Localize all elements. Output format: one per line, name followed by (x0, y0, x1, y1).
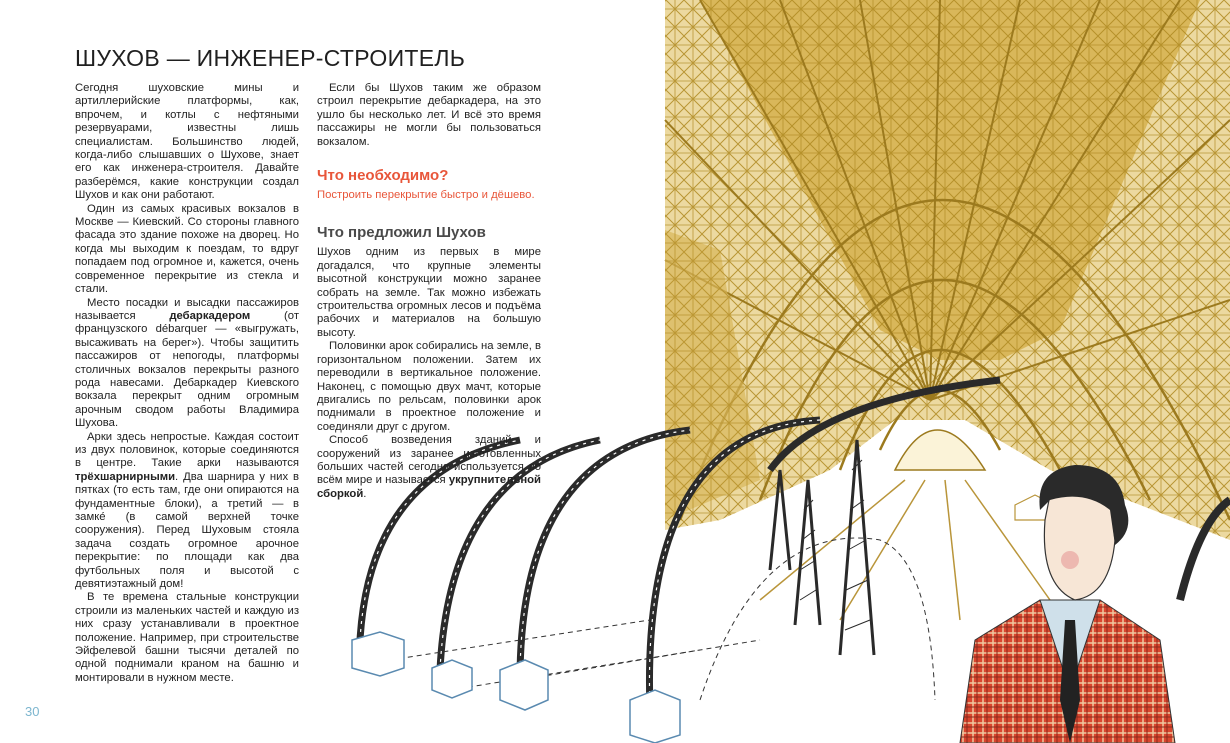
paragraph-kiev-station: Один из самых красивых вокзалов в Москве — Киевский. Со стороны главного фасада это здание похоже на дворец. Но когда мы выходим к поездам, то вдруг попадаем под огромное и, кажется, очень современное перекрытие из стекла и стали. (75, 202, 299, 296)
text-column-left (75, 82, 299, 685)
term-debarcader: дебаркадером (169, 309, 251, 322)
term-enlarged-assembly: укрупнительной сборкой (317, 474, 541, 500)
text-column-right (317, 82, 541, 501)
need-statement: Построить перекрытие быстро и дёшево. (317, 189, 535, 202)
paragraph-method: Способ возведения зданий и сооружений из заранее изготовленных больших частей сегодня используется во всём мире и называется укрупнительной сборкой. (317, 434, 541, 500)
paragraph-years: Если бы Шухов таким же образом строил перекрытие дебаркадера, на это ушло бы несколько лет. И всё это время пассажиры не могли бы пользоваться вокзалом. (317, 82, 541, 148)
paragraph-eiffel: В те времена стальные конструкции строили из маленьких частей и каждую из них сразу устанавливали в проектное положение. Например, при строительстве Эйфелевой башни тысячи деталей по одной поднимали краном на башню и монтировали в нужном месте. (75, 591, 299, 684)
term-three-hinged: трёхшарнирными (75, 470, 176, 483)
paragraph-ground-assembly: Шухов одним из первых в мире догадался, что крупные элементы высотной конструкции можно заранее собрать на земле. Так можно избежать строительства огромных лесов и подъёма рабочих и материалов на большую высоту. (317, 246, 541, 339)
page-number: 30 (25, 704, 40, 719)
page-title: ШУХОВ — ИНЖЕНЕР-СТРОИТЕЛЬ (75, 45, 466, 71)
heading-what-needed: Что необходимо? (317, 167, 449, 185)
shukhov-portrait (960, 465, 1175, 743)
paragraph-lifting: Половинки арок собирались на земле, в горизонтальном положении. Затем их переводили в вертикальное положение. Наконец, с помощью двух мачт, которые двигались по рельсам, половинки арок поднимали в проектное положение и соединяли друг с другом. (317, 340, 541, 433)
heading-shukhov-proposal: Что предложил Шухов (317, 224, 486, 242)
paragraph-intro: Сегодня шуховские мины и артиллерийские платформы, как, впрочем, и котлы с нефтяными резервуарами, известны лишь специалистам. Большинство людей, когда-либо слышавших о Шухове, знает его как инженера-строителя. Давайте разберёмся, какие конструкции создал Шухов и как они работают. (75, 82, 299, 202)
paragraph-debarcader: Место посадки и высадки пассажиров называется дебаркадером (от французского débarquer — «выгружать, высаживать на берег»). Чтобы защитить пассажиров от непогоды, платформы столичных вокзалов перекрыты разного рода навесами. Дебаркадер Киевского вокзала перекрыт одним огромным арочным сводом работы Владимира Шухова. (75, 296, 299, 430)
paragraph-arches: Арки здесь непростые. Каждая состоит из двух половинок, которые соединяются в центре. Такие арки называются трёхшарнирными. Два шарнира у них в пятках (то есть там, где они опираются на фундаментные блоки), а третий — в замке́ (в самой верхней точке сооружения). Перед Шуховым стояла задача создать огромное арочное перекрытие: по площади как два футбольных поля и высотой с девятиэтажный дом! (75, 430, 299, 591)
foundation-blocks (352, 632, 680, 743)
vault-roof (665, 0, 1230, 620)
